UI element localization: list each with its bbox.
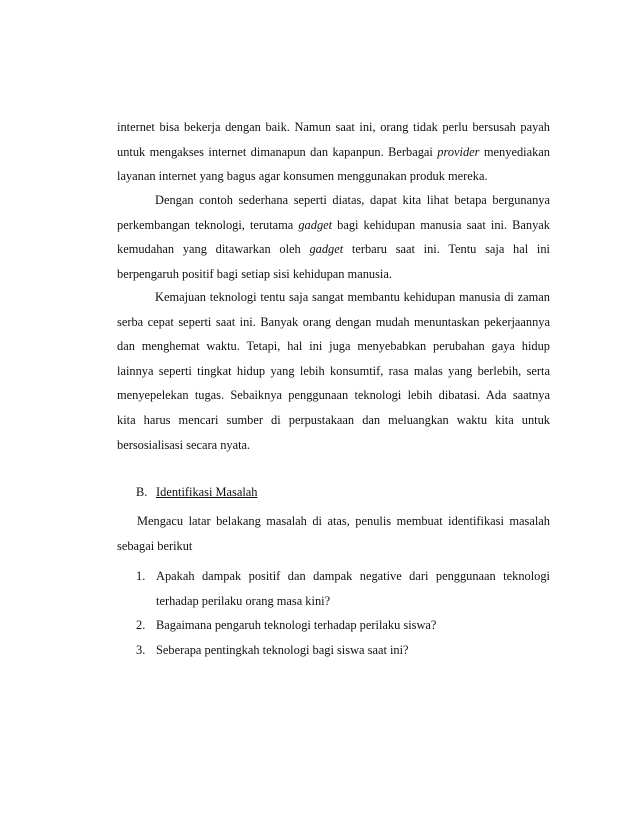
section-heading [136,480,258,504]
paragraph-3 [117,285,550,457]
paragraph-line: kita harus mencari sumber di perpustakaan dan meluangkan waktu kita untuk [117,412,550,427]
list-item [136,638,550,663]
list-item-text: Apakah dampak positif dan dampak negative dari penggunaan teknologi [156,569,550,583]
paragraph-line: Mengacu latar belakang masalah di atas, penulis membuat identifikasi masalah [137,514,550,528]
list-number: 1. [136,569,146,583]
paragraph-1 [117,115,550,189]
text-span: terbaru saat ini. Tentu saja hal ini [351,242,550,257]
paragraph-line: sebagai berikut [117,538,193,553]
italic-term: gadget [298,217,333,232]
paragraph-line: Dengan contoh sederhana seperti diatas, dapat kita lihat betapa bergunanya [155,193,550,207]
paragraph-line: bersosialisasi secara nyata. [117,437,251,452]
list-item [136,613,550,638]
list-item-text: Seberapa pentingkah teknologi bagi siswa saat ini? [156,642,409,657]
paragraph-line: Kemajuan teknologi tentu saja sangat membantu kehidupan manusia di zaman [155,290,550,304]
text-span: kemudahan yang ditawarkan oleh [117,242,301,257]
paragraph-line: lainnya seperti tingkat hidup yang lebih konsumtif, rasa malas yang berlebih, serta [117,363,550,378]
paragraph-line [117,237,550,262]
section-letter: B. [136,485,148,499]
section-title: Identifikasi Masalah [156,485,258,499]
text-span: bagi kehidupan manusia saat ini. Banyak [337,217,550,232]
italic-term: provider [437,144,480,159]
list-item [136,564,550,613]
list-number: 2. [136,618,146,633]
text-span: untuk mengakses internet dimanapun dan kapanpun. Berbagai [117,144,433,159]
paragraph-line: internet bisa bekerja dengan baik. Namun saat ini, orang tidak perlu bersusah payah [117,120,550,134]
paragraph-line [117,213,550,238]
paragraph-line: serba cepat seperti saat ini. Banyak orang dengan mudah menuntaskan pekerjaannya [117,314,550,329]
paragraph-line: layanan internet yang bagus agar konsumen menggunakan produk mereka. [117,169,488,184]
list-number: 3. [136,642,146,657]
paragraph-2 [117,188,550,286]
paragraph-line: dan menghemat waktu. Tetapi, hal ini juga menyebabkan perubahan gaya hidup [117,339,550,354]
intro-paragraph [117,509,550,558]
problem-list [136,564,550,662]
text-span: perkembangan teknologi, terutama [117,217,294,232]
text-span: menyediakan [483,144,550,159]
paragraph-line: berpengaruh positif bagi setiap sisi kehidupan manusia. [117,266,392,281]
list-item-text: Bagaimana pengaruh teknologi terhadap perilaku siswa? [156,618,437,633]
list-item-text: terhadap perilaku orang masa kini? [156,593,331,608]
paragraph-line [117,140,550,165]
paragraph-line: menyepelekan tugas. Sebaiknya penggunaan teknologi lebih dibatasi. Ada saatnya [117,388,550,403]
italic-term: gadget [309,242,344,257]
